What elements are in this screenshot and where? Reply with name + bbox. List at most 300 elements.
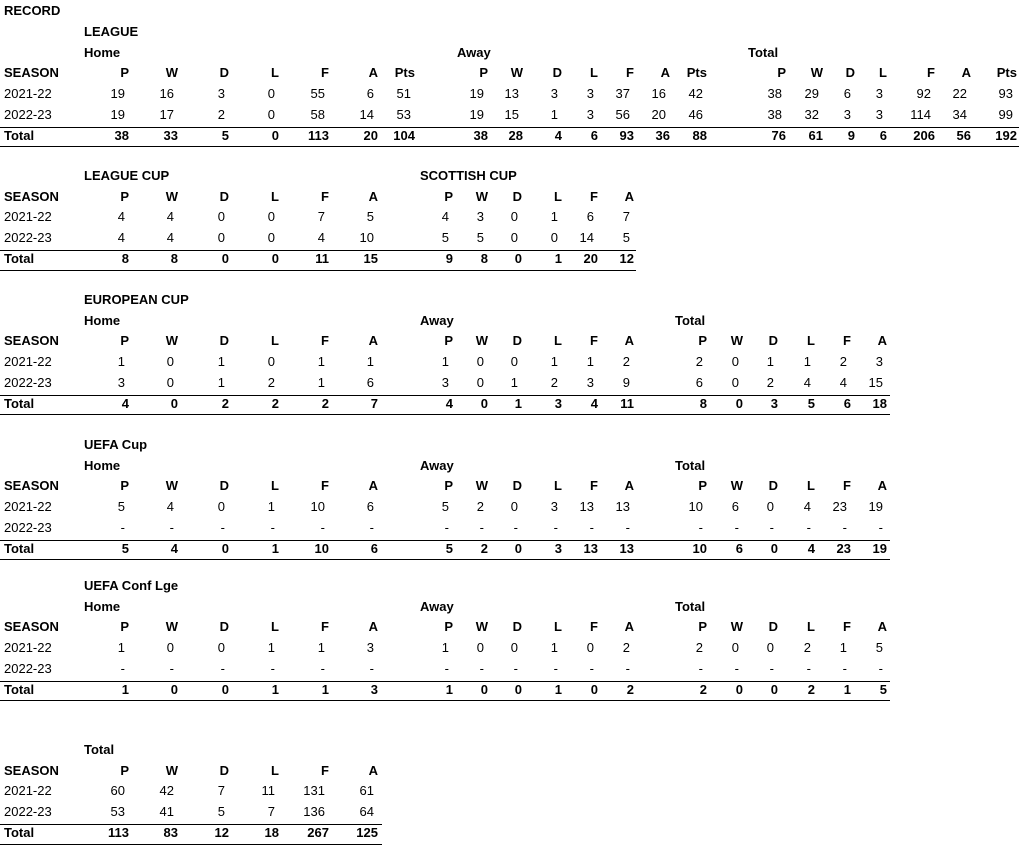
scottish-cup-cell: 1 (550, 209, 558, 225)
uefa-conf-bottom-rule (0, 700, 890, 701)
league-cup-title: LEAGUE CUP (84, 168, 170, 183)
league-home-total-cell: 113 (308, 127, 329, 143)
league-cup-cell: 4 (166, 209, 174, 225)
league-home-cell: 51 (396, 86, 411, 102)
scottish-cup-col-header: W (475, 188, 488, 204)
scottish-cup-cell: 0 (510, 209, 518, 225)
overall-cell: 136 (303, 804, 325, 820)
uefa-conf-total-cell: 2 (803, 640, 811, 656)
uefa-cup-away-total-cell: 13 (583, 540, 598, 556)
european-cup-home-label: Home (84, 312, 121, 328)
league-cup-total-cell: 11 (315, 250, 329, 266)
league-home-cell: 16 (159, 86, 174, 102)
uefa-cup-home-total-cell: 4 (170, 540, 178, 556)
uefa-conf-away-cell: - (513, 660, 518, 676)
european-cup-home-cell: 0 (267, 354, 275, 370)
league-total-cell: 34 (952, 106, 967, 122)
total-label: Total (4, 395, 35, 411)
uefa-cup-home-cell: 1 (267, 499, 275, 515)
uefa-conf-away-col-header: A (624, 619, 634, 635)
league-cup-cell: 5 (366, 209, 374, 225)
european-cup-total-cell: 2 (695, 354, 703, 370)
scottish-cup-cell: 4 (441, 209, 449, 225)
uefa-conf-home-col-header: P (120, 619, 129, 635)
uefa-conf-home-total-cell: 1 (271, 681, 279, 697)
league-cup-total-cell: 0 (271, 250, 279, 266)
league-cup-cell: 0 (267, 230, 275, 246)
european-cup-total-cell: 6 (695, 374, 703, 390)
uefa-conf-away-total-cell: 2 (626, 681, 634, 697)
total-label: Total (4, 681, 35, 697)
uefa-cup-total-cell: 0 (766, 499, 774, 515)
league-cup-total-cell: 0 (221, 250, 229, 266)
league-total-col-header: Pts (996, 65, 1017, 81)
uefa-conf-home-cell: 3 (366, 640, 374, 656)
overall-cell: 11 (261, 783, 275, 799)
uefa-conf-home-cell: 1 (117, 640, 125, 656)
overall-col-header: P (120, 762, 129, 778)
league-total-cell: 38 (767, 106, 782, 122)
overall-col-header: A (368, 762, 378, 778)
overall-total-cell: 83 (163, 824, 178, 840)
league-away-cell: 20 (651, 106, 666, 122)
league-cup-cell: 4 (117, 209, 125, 225)
uefa-cup-away-total-cell: 5 (445, 540, 453, 556)
overall-cell: 64 (359, 804, 374, 820)
scottish-cup-cell: 14 (579, 230, 594, 246)
uefa-conf-home-total-cell: 3 (370, 681, 378, 697)
season-cell: 2021-22 (4, 783, 52, 799)
uefa-cup-total-cell: - (806, 519, 811, 535)
scottish-cup-cell: 6 (586, 209, 594, 225)
uefa-cup-home-col-header: A (368, 478, 378, 494)
league-away-total-cell: 6 (590, 127, 598, 143)
league-cup-total-cell: 8 (170, 250, 178, 266)
european-cup-home-col-header: A (368, 333, 378, 349)
uefa-cup-bottom-rule (0, 559, 890, 560)
uefa-cup-total-col-header: W (730, 478, 743, 494)
league-home-label: Home (84, 44, 121, 60)
uefa-conf-away-cell: 1 (441, 640, 449, 656)
european-cup-total-cell: 15 (868, 374, 883, 390)
league-away-cell: 3 (586, 106, 594, 122)
scottish-cup-cell: 5 (441, 230, 449, 246)
european-cup-home-total-cell: 4 (121, 395, 129, 411)
league-total-cell: 92 (916, 86, 931, 102)
league-total-cell: 99 (998, 106, 1013, 122)
scottish-cup-col-header: F (590, 188, 598, 204)
league-home-total-cell: 5 (221, 127, 229, 143)
overall-total-cell: 18 (264, 824, 279, 840)
uefa-conf-away-cell: - (589, 660, 594, 676)
uefa-cup-total-col-header: D (768, 478, 778, 494)
uefa-cup-away-col-header: W (475, 478, 488, 494)
european-cup-away-cell: 0 (476, 374, 484, 390)
season-cell: 2021-22 (4, 499, 52, 515)
league-total-cell: 93 (998, 86, 1013, 102)
league-total-total-cell: 76 (771, 127, 786, 143)
league-away-cell: 37 (615, 86, 630, 102)
uefa-conf-title: UEFA Conf Lge (84, 578, 179, 593)
european-cup-home-cell: 1 (217, 354, 225, 370)
uefa-conf-total-cell: 0 (731, 640, 739, 656)
uefa-conf-away-cell: 2 (622, 640, 630, 656)
season-cell: 2021-22 (4, 86, 52, 102)
league-home-total-cell: 20 (363, 127, 378, 143)
season-header: SEASON (4, 188, 59, 204)
uefa-conf-total-total-cell: 2 (807, 681, 815, 697)
uefa-cup-home-total-cell: 5 (121, 540, 129, 556)
european-cup-total-total-cell: 8 (699, 395, 707, 411)
scottish-cup-total-cell: 8 (480, 250, 488, 266)
scottish-cup-cell: 0 (550, 230, 558, 246)
league-home-cell: 14 (359, 106, 374, 122)
uefa-conf-away-cell: - (553, 660, 558, 676)
uefa-cup-away-cell: - (589, 519, 594, 535)
league-cup-cell: 4 (317, 230, 325, 246)
uefa-conf-total-cell: 2 (695, 640, 703, 656)
league-total-col-header: W (810, 65, 823, 81)
league-cup-total-cell: 8 (121, 250, 129, 266)
european-cup-total-cell: 0 (731, 374, 739, 390)
uefa-cup-home-cell: 5 (117, 499, 125, 515)
league-away-col-header: P (479, 65, 488, 81)
european-cup-away-cell: 3 (586, 374, 594, 390)
uefa-conf-away-total-cell: 1 (554, 681, 562, 697)
european-cup-home-total-cell: 2 (321, 395, 329, 411)
scottish-cup-cell: 7 (622, 209, 630, 225)
uefa-conf-away-total-cell: 0 (514, 681, 522, 697)
cups-bottom-rule (0, 270, 636, 271)
uefa-conf-total-total-cell: 2 (699, 681, 707, 697)
league-home-total-cell: 33 (163, 127, 178, 143)
european-cup-total-cell: 2 (766, 374, 774, 390)
uefa-conf-home-col-header: A (368, 619, 378, 635)
scottish-cup-col-header: P (444, 188, 453, 204)
overall-cell: 131 (303, 783, 325, 799)
european-cup-home-cell: 6 (366, 374, 374, 390)
uefa-cup-total-total-cell: 10 (692, 540, 707, 556)
uefa-cup-total-col-header: A (877, 478, 887, 494)
uefa-cup-total-cell: 6 (731, 499, 739, 515)
european-cup-total-total-cell: 5 (807, 395, 815, 411)
uefa-conf-away-total-cell: 0 (590, 681, 598, 697)
uefa-conf-total-total-cell: 0 (735, 681, 743, 697)
league-away-total-cell: 36 (655, 127, 670, 143)
uefa-cup-total-cell: 4 (803, 499, 811, 515)
uefa-conf-away-total-cell: 1 (445, 681, 453, 697)
uefa-conf-total-cell: - (806, 660, 811, 676)
uefa-cup-total-col-header: L (807, 478, 815, 494)
european-cup-total-cell: 4 (803, 374, 811, 390)
total-label: Total (4, 824, 35, 840)
league-home-cell: 17 (159, 106, 174, 122)
league-home-cell: 55 (310, 86, 325, 102)
cups-total-rule (0, 250, 636, 251)
european-cup-home-cell: 1 (317, 354, 325, 370)
season-cell: 2021-22 (4, 209, 52, 225)
uefa-cup-total-cell: - (734, 519, 739, 535)
league-away-cell: 19 (469, 106, 484, 122)
scottish-cup-col-header: D (512, 188, 522, 204)
season-cell: 2021-22 (4, 354, 52, 370)
uefa-conf-away-cell: 1 (550, 640, 558, 656)
uefa-conf-home-col-header: D (219, 619, 229, 635)
scottish-cup-total-cell: 0 (514, 250, 522, 266)
european-cup-bottom-rule (0, 414, 890, 415)
uefa-conf-home-col-header: F (321, 619, 329, 635)
uefa-conf-home-cell: - (120, 660, 125, 676)
season-cell: 2022-23 (4, 660, 52, 676)
scottish-cup-total-cell: 12 (619, 250, 634, 266)
season-cell: 2022-23 (4, 230, 52, 246)
uefa-cup-home-col-header: W (165, 478, 178, 494)
uefa-conf-home-cell: 1 (267, 640, 275, 656)
uefa-cup-total-cell: - (842, 519, 847, 535)
uefa-conf-away-col-header: W (475, 619, 488, 635)
league-home-col-header: L (271, 65, 279, 81)
league-away-col-header: A (660, 65, 670, 81)
league-total-total-cell: 61 (808, 127, 823, 143)
overall-cell: 5 (217, 804, 225, 820)
european-cup-home-total-cell: 2 (221, 395, 229, 411)
uefa-cup-away-col-header: A (624, 478, 634, 494)
league-cup-total-cell: 15 (363, 250, 378, 266)
uefa-conf-total-col-header: L (807, 619, 815, 635)
league-total-col-header: A (961, 65, 971, 81)
european-cup-away-total-cell: 0 (480, 395, 488, 411)
uefa-cup-away-col-header: F (590, 478, 598, 494)
league-total-cell: 3 (875, 86, 883, 102)
uefa-cup-total-col-header: P (698, 478, 707, 494)
overall-total-cell: 267 (307, 824, 329, 840)
uefa-conf-away-cell: - (479, 660, 484, 676)
uefa-cup-home-cell: - (169, 519, 174, 535)
total-label: Total (4, 540, 35, 556)
uefa-conf-home-cell: 0 (166, 640, 174, 656)
overall-col-header: F (321, 762, 329, 778)
european-cup-home-col-header: D (219, 333, 229, 349)
uefa-cup-total-total-cell: 6 (735, 540, 743, 556)
european-cup-total-cell: 3 (875, 354, 883, 370)
uefa-cup-home-total-cell: 0 (221, 540, 229, 556)
uefa-cup-away-cell: - (444, 519, 449, 535)
season-header: SEASON (4, 619, 59, 635)
total-label: Total (4, 127, 35, 143)
season-header: SEASON (4, 333, 59, 349)
uefa-cup-total-cell: 10 (688, 499, 703, 515)
european-cup-away-cell: 1 (586, 354, 594, 370)
uefa-cup-away-cell: 3 (550, 499, 558, 515)
league-home-cell: 0 (267, 86, 275, 102)
uefa-cup-total-total-cell: 4 (807, 540, 815, 556)
league-total-col-header: P (777, 65, 786, 81)
european-cup-away-total-cell: 3 (554, 395, 562, 411)
scottish-cup-cell: 5 (622, 230, 630, 246)
uefa-cup-away-cell: 0 (510, 499, 518, 515)
uefa-cup-home-cell: 6 (366, 499, 374, 515)
european-cup-away-col-header: L (554, 333, 562, 349)
european-cup-home-col-header: L (271, 333, 279, 349)
league-total-total-cell: 192 (995, 127, 1017, 143)
uefa-cup-home-cell: 4 (166, 499, 174, 515)
uefa-cup-total-cell: - (878, 519, 883, 535)
uefa-cup-home-cell: - (320, 519, 325, 535)
uefa-conf-away-cell: - (625, 660, 630, 676)
european-cup-away-cell: 1 (510, 374, 518, 390)
league-total-total-cell: 206 (913, 127, 935, 143)
uefa-conf-away-label: Away (420, 598, 454, 614)
season-cell: 2021-22 (4, 640, 52, 656)
uefa-conf-away-cell: - (444, 660, 449, 676)
european-cup-away-cell: 0 (510, 354, 518, 370)
scottish-cup-col-header: L (554, 188, 562, 204)
european-cup-away-cell: 1 (441, 354, 449, 370)
uefa-conf-away-col-header: L (554, 619, 562, 635)
league-cup-col-header: A (368, 188, 378, 204)
european-cup-total-total-cell: 3 (770, 395, 778, 411)
league-total-cell: 38 (767, 86, 782, 102)
uefa-cup-total-label: Total (675, 457, 706, 473)
overall-col-header: L (271, 762, 279, 778)
european-cup-away-label: Away (420, 312, 454, 328)
league-away-total-cell: 4 (554, 127, 562, 143)
european-cup-total-cell: 4 (839, 374, 847, 390)
league-home-total-cell: 0 (271, 127, 279, 143)
uefa-cup-away-cell: 13 (579, 499, 594, 515)
league-home-col-header: A (368, 65, 378, 81)
overall-cell: 53 (110, 804, 125, 820)
uefa-cup-away-cell: 5 (441, 499, 449, 515)
league-home-cell: 53 (396, 106, 411, 122)
european-cup-home-cell: 1 (317, 374, 325, 390)
scottish-cup-total-cell: 20 (583, 250, 598, 266)
uefa-cup-home-col-header: P (120, 478, 129, 494)
league-home-col-header: P (120, 65, 129, 81)
uefa-conf-home-total-cell: 0 (221, 681, 229, 697)
season-cell: 2022-23 (4, 106, 52, 122)
european-cup-away-col-header: D (512, 333, 522, 349)
league-away-total-cell: 28 (508, 127, 523, 143)
league-title: LEAGUE (84, 24, 139, 39)
league-cup-col-header: D (219, 188, 229, 204)
league-total-col-header: L (879, 65, 887, 81)
european-cup-total-col-header: D (768, 333, 778, 349)
uefa-cup-away-cell: - (553, 519, 558, 535)
scottish-cup-total-cell: 1 (554, 250, 562, 266)
uefa-conf-total-rule (0, 681, 890, 682)
uefa-conf-total-cell: 0 (766, 640, 774, 656)
uefa-cup-home-cell: 0 (217, 499, 225, 515)
uefa-cup-away-total-cell: 13 (619, 540, 634, 556)
uefa-cup-home-label: Home (84, 457, 121, 473)
league-home-col-header: W (165, 65, 178, 81)
league-home-cell: 19 (110, 106, 125, 122)
uefa-cup-home-cell: - (220, 519, 225, 535)
overall-cell: 7 (217, 783, 225, 799)
league-cup-cell: 4 (166, 230, 174, 246)
european-cup-home-cell: 3 (117, 374, 125, 390)
uefa-cup-away-cell: - (625, 519, 630, 535)
league-away-col-header: L (590, 65, 598, 81)
european-cup-total-col-header: P (698, 333, 707, 349)
overall-col-header: W (165, 762, 178, 778)
uefa-conf-away-cell: 0 (510, 640, 518, 656)
overall-total-cell: 12 (214, 824, 229, 840)
uefa-conf-total-label: Total (675, 598, 706, 614)
uefa-cup-away-cell: - (513, 519, 518, 535)
overall-col-header: D (219, 762, 229, 778)
league-away-total-cell: 38 (473, 127, 488, 143)
league-total-label: Total (748, 44, 779, 60)
uefa-cup-away-total-cell: 2 (480, 540, 488, 556)
league-home-col-header: D (219, 65, 229, 81)
uefa-conf-home-cell: 1 (317, 640, 325, 656)
uefa-cup-home-col-header: L (271, 478, 279, 494)
league-total-cell: 114 (910, 106, 931, 122)
league-total-cell: 32 (804, 106, 819, 122)
overall-total-rule (0, 824, 382, 825)
uefa-cup-total-cell: - (769, 519, 774, 535)
league-cup-col-header: P (120, 188, 129, 204)
european-cup-total-col-header: A (877, 333, 887, 349)
league-away-col-header: W (510, 65, 523, 81)
uefa-conf-away-col-header: D (512, 619, 522, 635)
european-cup-away-cell: 9 (622, 374, 630, 390)
european-cup-total-total-cell: 6 (843, 395, 851, 411)
league-home-col-header: F (321, 65, 329, 81)
european-cup-home-cell: 1 (217, 374, 225, 390)
european-cup-away-cell: 3 (441, 374, 449, 390)
uefa-cup-away-col-header: P (444, 478, 453, 494)
overall-bottom-rule (0, 844, 382, 845)
european-cup-away-col-header: P (444, 333, 453, 349)
uefa-cup-home-total-cell: 1 (271, 540, 279, 556)
european-cup-total-cell: 1 (766, 354, 774, 370)
uefa-cup-home-cell: - (369, 519, 374, 535)
uefa-conf-home-total-cell: 1 (321, 681, 329, 697)
uefa-conf-total-cell: - (698, 660, 703, 676)
league-home-cell: 3 (217, 86, 225, 102)
european-cup-home-cell: 1 (117, 354, 125, 370)
season-cell: 2022-23 (4, 374, 52, 390)
season-header: SEASON (4, 65, 59, 81)
league-cup-cell: 10 (359, 230, 374, 246)
european-cup-away-cell: 2 (622, 354, 630, 370)
league-home-cell: 2 (217, 106, 225, 122)
uefa-cup-home-col-header: D (219, 478, 229, 494)
uefa-conf-home-total-cell: 0 (170, 681, 178, 697)
league-bottom-rule (0, 146, 1019, 147)
uefa-conf-home-cell: - (270, 660, 275, 676)
scottish-cup-col-header: A (624, 188, 634, 204)
european-cup-home-cell: 0 (166, 354, 174, 370)
uefa-cup-away-total-cell: 0 (514, 540, 522, 556)
uefa-conf-home-cell: - (169, 660, 174, 676)
european-cup-total-total-cell: 0 (735, 395, 743, 411)
league-away-cell: 42 (688, 86, 703, 102)
european-cup-total-rule (0, 395, 890, 396)
european-cup-away-cell: 2 (550, 374, 558, 390)
overall-cell: 42 (159, 783, 174, 799)
season-header: SEASON (4, 478, 59, 494)
league-cup-cell: 0 (267, 209, 275, 225)
total-label: Total (4, 250, 35, 266)
uefa-conf-home-label: Home (84, 598, 121, 614)
league-away-cell: 15 (504, 106, 519, 122)
european-cup-home-cell: 2 (267, 374, 275, 390)
league-cup-col-header: L (271, 188, 279, 204)
